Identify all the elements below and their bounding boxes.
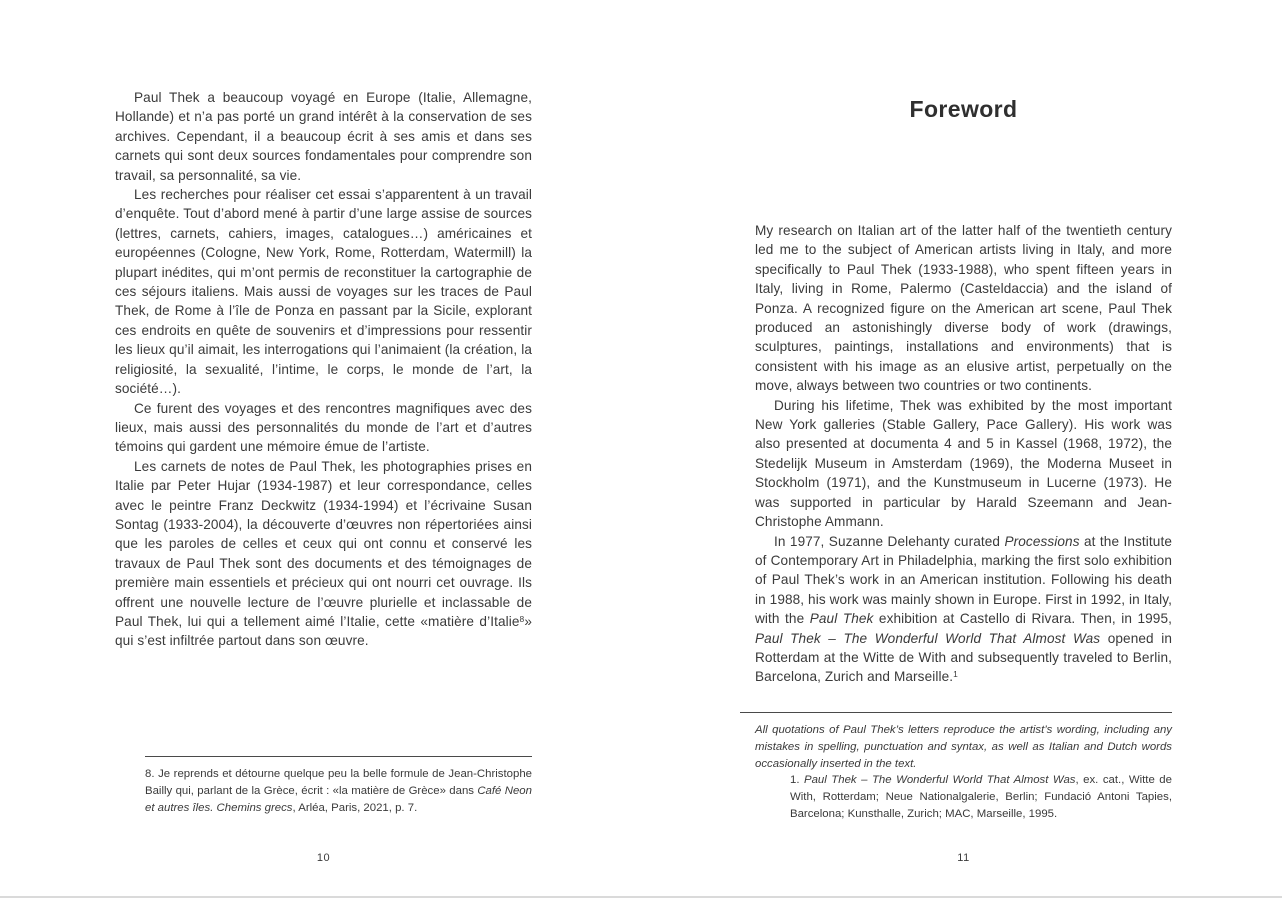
paragraph: During his lifetime, Thek was exhibited by the most important New York galleries (Stable Gallery, Pace Gallery). His work was also presented at documenta 4 and 5 in Kassel (1968, 1972), the Stedelijk Museum in Amsterdam (1969), the Moderna Museet in Stockholm (1971), and the Kunstmuseum in Lucerne (1973). He was supported in particular by Harald Szeemann and Jean-Christophe Ammann. [755,397,1172,530]
right-footnote-block [740,712,1172,823]
footnote-rule [740,712,1172,713]
paragraph: Paul Thek a beaucoup voyagé en Europe (Italie, Allemagne, Hollande) et n’a pas porté un grand intérêt à la conservation de ses archives. Cependant, il a beaucoup écrit à ses amis et dans ses carnets qui sont deux sources fondamentales pour comprendre son travail, sa personnalité, sa vie. [115,90,532,183]
paragraph: In 1977, Suzanne Delehanty curated Processions at the Institute of Contemporary Art in Philadelphia, marking the first solo exhibition of Paul Thek’s work in an American institution. Following his death in 1988, his work was mainly shown in Europe. First in 1992, in Italy, with the Paul Thek exhibition at Castello di Rivara. Then, in 1995, Paul Thek – The Wonderful World That Almost Was opened in Rotterdam at the Witte de With and subsequently traveled to Berlin, Barcelona, Zurich and Marseille.$^1$ [755,533,1173,685]
page-number-left: 10 [316,852,331,864]
right-body-text [755,221,1172,687]
foreword-title: Foreword [909,96,1018,122]
paragraph: Ce furent des voyages et des rencontres magnifiques avec des lieux, mais aussi des personnalités du monde de l’art et d’autres témoins qui gardent une mémoire émue de l’artiste. [115,400,532,455]
footnote-text: 1. Paul Thek – The Wonderful World That Almost Was, ex. cat., Witte de With, Rotterdam; Neue Nationalgalerie, Berlin; Fundació Antoni Tapies, Barcelona; Kunsthalle, Zurich; MAC, Marseille, 1995. [790,774,1172,820]
footnote-rule [145,756,532,757]
footnote-text: 8. Je reprends et détourne quelque peu la belle formule de Jean-Christophe Bailly qui, parlant de la Grèce, écrit : «la matière de Grèce» dans Café Neon et autres îles. Chemins grecs, Arléa, Paris, 2021, p. 7. [145,768,532,814]
paragraph: Les carnets de notes de Paul Thek, les photographies prises en Italie par Peter Hujar (1934-1987) et leur correspondance, celles avec le peintre Franz Deckwitz (1934-1994) et l’écrivaine Susan Sontag (1933-2004), la découverte d’œuvres non répertoriées ainsi que les paroles de celles et ceux qui ont connu et conservé les travaux de Paul Thek sont des documents et des témoignages de première main essentiels et précieux qui ont nourri cet ouvrage. Ils offrent une nouvelle lecture de l’œuvre plurielle et inclassable de Paul Thek, lui qui a tellement aimé l’Italie, cette «matière d’Italie$^8$» qui s’est infiltrée partout dans son œuvre. [115,458,532,649]
left-footnote-block [145,756,532,816]
paragraph: My research on Italian art of the latter half of the twentieth century led me to the subject of American artists living in Italy, and more specifically to Paul Thek (1933-1988), who spent fifteen years in Italy, living in Rome, Palermo (Casteldaccia) and the island of Ponza. A recognized figure on the American art scene, Paul Thek produced an astonishingly diverse body of work (drawings, sculptures, paintings, installations and environments) that is consistent with his image as an elusive artist, perpetually on the move, always between two countries or two continents. [755,223,1172,394]
quotations-note: All quotations of Paul Thek’s letters reproduce the artist’s wording, including any mistakes in spelling, punctuation and syntax, as well as Italian and Dutch words occasionally inserted in the text. [755,724,1172,770]
left-body-text [115,88,532,651]
paragraph: Les recherches pour réaliser cet essai s’apparentent à un travail d’enquête. Tout d’abord mené à partir d’une large assise de sources (lettres, carnets, cahiers, images, catalogues…) américaines et européennes (Cologne, New York, Rome, Rotterdam, Watermill) la plupart inédites, qui m’ont permis de reconstituer la cartographie de ces séjours italiens. Mais aussi de voyages sur les traces de Paul Thek, de Rome à l’île de Ponza en passant par la Sicile, explorant ces endroits en quête de souvenirs et d’impressions pour ressentir les lieux qu’il aimait, les interrogations qui l’animaient (la création, la religiosité, la sexualité, l’intime, le corps, le monde de l’art, la société…). [115,187,532,397]
page-bottom-border [0,896,1282,898]
page-number-right: 11 [957,852,970,864]
